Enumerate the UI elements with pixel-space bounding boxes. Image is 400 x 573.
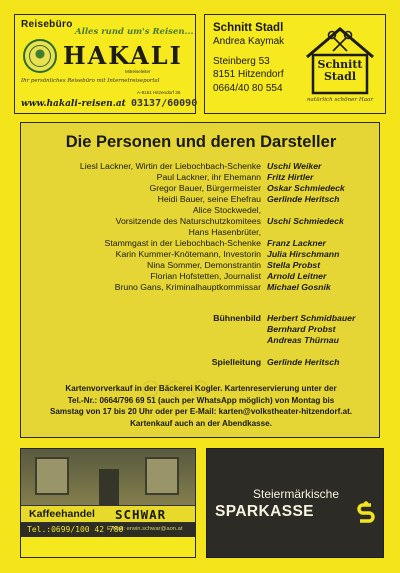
hakali-subline: Mitreiseleiter (125, 69, 151, 74)
schnitt-logo-line2: Stadl (323, 70, 357, 83)
cast-role: Florian Hofstetten, Journalist (150, 271, 261, 281)
shop-sign (21, 505, 196, 523)
cast-title: Die Personen und deren Darsteller (65, 133, 337, 151)
globe-logo-icon (23, 39, 57, 73)
cast-actor: Oskar Schmiedeck (267, 183, 345, 193)
stage-person-1: Herbert Schmidbauer (267, 313, 356, 323)
cast-actor: Julia Hirschmann (267, 249, 340, 259)
kaffeehandel-ad (20, 448, 196, 558)
faded-watermark: ○○○ (139, 367, 214, 409)
cast-role: Karin Kummer-Knötemann, Investorin (115, 249, 261, 259)
cast-role: Stammgast in der Liebochbach-Schenke (104, 238, 261, 248)
schnitt-logo-line1: Schnitt (317, 58, 363, 71)
direction-person: Gerlinde Heritsch (267, 357, 340, 367)
cast-actor: Stella Probst (267, 260, 321, 270)
cast-actor: Gerlinde Heritsch (267, 194, 340, 204)
direction-label: Spielleitung (211, 357, 261, 367)
sparkasse-line2: SPARKASSE (215, 503, 314, 520)
ticket-info-line: Tel.-Nr.: 0664/796 69 51 (auch per WhatsApp möglich) von Montag bis (67, 395, 335, 405)
cast-actor: Fritz Hirtler (267, 172, 314, 182)
cast-actor: Uschi Weiker (267, 161, 322, 171)
cast-role: Gregor Bauer, Bürgermeister (149, 183, 261, 193)
ticket-info (31, 383, 371, 429)
hakali-phone: 03137/60090 (131, 98, 198, 109)
cast-actor: Uschi Schmiedeck (267, 216, 344, 226)
shop-sign-left: Kaffeehandel (29, 508, 95, 520)
schnitt-tagline: natürlich schöner Haar (306, 97, 374, 103)
cast-role: Heidi Bauer, seine Ehefrau (157, 194, 261, 204)
schnitt-city: 8151 Hitzendorf (213, 69, 284, 80)
shop-contact-bar (21, 523, 196, 537)
cast-role: Paul Lackner, ihr Ehemann (156, 172, 261, 182)
cast-role: Hans Hasenbrüter, (188, 227, 261, 237)
ticket-info-line: Samstag von 17 bis 20 Uhr oder per E-Mail: karten@volkstheater-hitzendorf.at. (49, 407, 353, 416)
schnitt-title: Schnitt Stadl (213, 22, 284, 34)
ticket-info-line: Kartenkauf auch an der Abendkasse. (130, 418, 272, 428)
shop-sign-right: SCHWAR (115, 507, 167, 522)
sparkasse-ad (206, 448, 384, 558)
schnitt-street: Steinberg 53 (213, 55, 270, 67)
hakali-name: HAKALI (63, 41, 183, 70)
cast-role: Liesl Lackner, Wirtin der Liebochbach-Schenke (79, 161, 261, 171)
schnitt-stadl-ad (204, 14, 386, 114)
stage-person-3: Andreas Thürnau (267, 335, 339, 345)
hakali-address: A-8151 Hitzendorf 36 (137, 90, 181, 95)
cast-actor: Franz Lackner (267, 238, 326, 248)
shop-email: E-Mail: erwin.schwar@aon.at (107, 526, 183, 532)
stage-person-2: Bernhard Probst (267, 324, 336, 334)
cast-list-box (20, 122, 380, 438)
hakali-header: Reisebüro (21, 19, 73, 30)
shop-front-photo (21, 449, 196, 513)
schnitt-phone: 0664/40 80 554 (213, 82, 283, 94)
hakali-slogan: Alles rund um's Reisen... (75, 27, 194, 37)
hakali-travel-ad (14, 14, 196, 114)
cast-role: Bruno Gans, Kriminalhauptkommissar (114, 282, 261, 292)
cast-actor: Arnold Leitner (267, 271, 327, 281)
shop-phone: Tel.:0699/100 42 780 (27, 525, 124, 534)
sparkasse-s-logo-icon (355, 501, 377, 523)
cast-role: Vorsitzende des Naturschutzkomitees (115, 216, 261, 226)
hakali-description: Ihr persönliches Reisebüro mit Internetreiseportal (21, 78, 160, 84)
cast-actor: Michael Gosnik (267, 282, 331, 292)
sparkasse-line1: Steiermärkische (252, 487, 340, 501)
ticket-info-line: Kartenvorverkauf in der Bäckerei Kogler. Kartenreservierung unter der (65, 384, 337, 393)
schnitt-owner: Andrea Kaymak (213, 36, 285, 47)
house-scissors-logo-icon (303, 23, 377, 107)
cast-role: Alice Stockwedel, (192, 205, 261, 215)
hakali-website: www.hakali-reisen.at (21, 99, 126, 109)
cast-role: Nina Sommer, Demonstrantin (147, 260, 261, 270)
stage-label: Bühnenbild (213, 313, 261, 323)
